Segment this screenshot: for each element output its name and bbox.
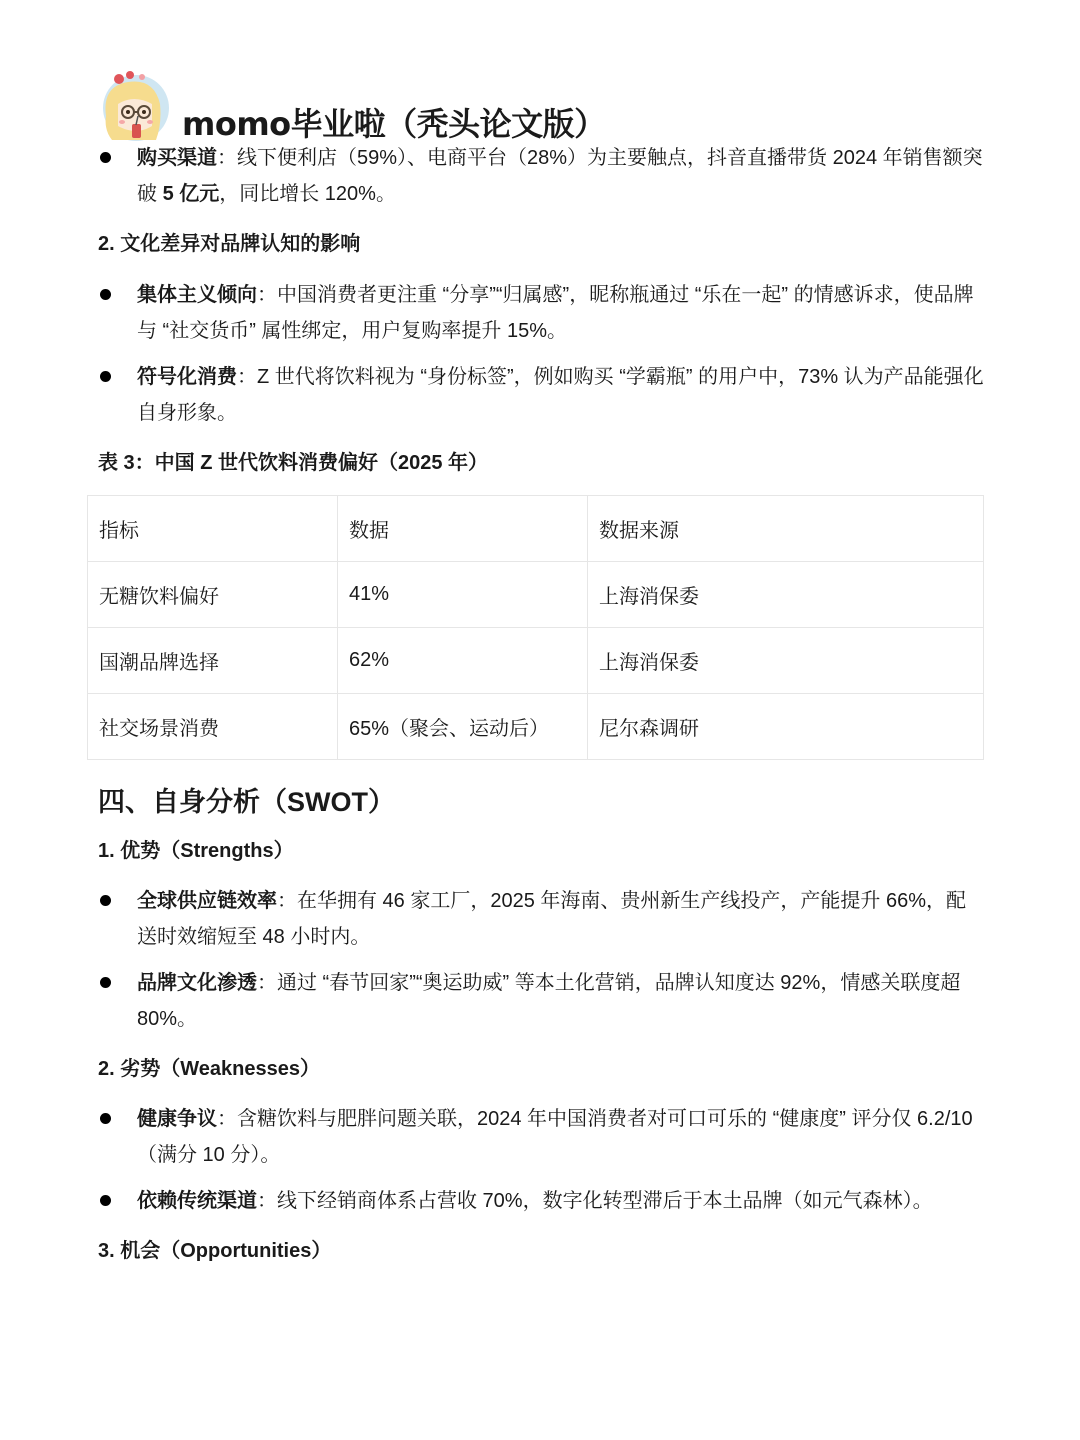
table-cell: 无糖饮料偏好 xyxy=(88,562,338,628)
cartoon-girl-avatar-icon xyxy=(98,68,174,142)
bullet-label: 符号化消费 xyxy=(137,366,237,388)
section-heading-culture: 2. 文化差异对品牌认知的影响 xyxy=(98,233,361,255)
bullet-text: ：在华拥有 46 家工厂，2025 年海南、贵州新生产线投产，产能提升 66%，配送时效缩短至 48 小时内。 xyxy=(137,890,966,948)
table-header-cell: 指标 xyxy=(88,496,338,562)
table-cell: 62% xyxy=(338,628,588,694)
bullet-text: ：含糖饮料与肥胖问题关联，2024 年中国消费者对可口可乐的 “健康度” 评分仅 6.2/10（满分 10 分）。 xyxy=(137,1108,973,1166)
table-cell: 上海消保委 xyxy=(588,628,984,694)
bullet-dot-icon xyxy=(100,371,111,382)
subsection-heading-weaknesses: 2. 劣势（Weaknesses） xyxy=(98,1058,320,1080)
bullet-text: ：通过 “春节回家”“奥运助威” 等本土化营销，品牌认知度达 92%，情感关联度超 80%。 xyxy=(137,972,961,1030)
table-cell: 65%（聚会、运动后） xyxy=(338,694,588,760)
subsection-heading-strengths: 1. 优势（Strengths） xyxy=(98,840,294,862)
bullet-label: 集体主义倾向 xyxy=(137,284,257,306)
table-cell: 尼尔森调研 xyxy=(588,694,984,760)
bullet-dot-icon xyxy=(100,152,111,163)
bullet-dot-icon xyxy=(100,977,111,988)
bullet-text: ，同比增长 120%。 xyxy=(219,183,396,205)
bullet-label: 依赖传统渠道 xyxy=(137,1190,257,1212)
bullet-symbolic-consumption xyxy=(98,359,984,431)
bullet-label: 购买渠道 xyxy=(137,147,217,169)
table-header-cell: 数据 xyxy=(338,496,588,562)
table-row xyxy=(88,628,984,694)
brand-name: momo毕业啦（秃头论文版） xyxy=(182,105,606,143)
table-row xyxy=(88,694,984,760)
bullet-label: 健康争议 xyxy=(137,1108,217,1130)
bullet-label: 品牌文化渗透 xyxy=(137,972,257,994)
bullet-dot-icon xyxy=(100,895,111,906)
bullet-text: ：线下便利店（59%）、电商平台（28%）为主要触点，抖音直播带货 2024 年销售额突破 xyxy=(137,147,983,205)
section-heading-swot: 四、自身分析（SWOT） xyxy=(98,787,395,817)
table-cell: 上海消保委 xyxy=(588,562,984,628)
bullet-text: ：Z 世代将饮料视为 “身份标签”，例如购买 “学霸瓶” 的用户中，73% 认为产品能强化自身形象。 xyxy=(137,366,984,424)
subsection-heading-opportunities: 3. 机会（Opportunities） xyxy=(98,1240,332,1262)
bullet-traditional-channels xyxy=(98,1183,984,1219)
bullet-text: ：线下经销商体系占营收 70%，数字化转型滞后于本土品牌（如元气森林）。 xyxy=(257,1190,933,1212)
bullet-bold-value: 5 亿元 xyxy=(162,183,220,205)
brand-header xyxy=(98,68,606,142)
table-header-row xyxy=(88,496,984,562)
bullet-brand-culture xyxy=(98,965,984,1037)
bullet-dot-icon xyxy=(100,289,111,300)
preference-table xyxy=(87,495,984,760)
table-row xyxy=(88,562,984,628)
bullet-dot-icon xyxy=(100,1195,111,1206)
bullet-text: ：中国消费者更注重 “分享”“归属感”，昵称瓶通过 “乐在一起” 的情感诉求，使品牌与 “社交货币” 属性绑定，用户复购率提升 15%。 xyxy=(137,284,974,342)
table-cell: 社交场景消费 xyxy=(88,694,338,760)
bullet-supply-chain xyxy=(98,883,984,955)
table-cell: 国潮品牌选择 xyxy=(88,628,338,694)
bullet-purchase-channels xyxy=(98,140,984,212)
bullet-health-controversy xyxy=(98,1101,984,1173)
table-header-cell: 数据来源 xyxy=(588,496,984,562)
bullet-collectivism xyxy=(98,277,984,349)
table-cell: 41% xyxy=(338,562,588,628)
document-body xyxy=(98,140,984,1265)
table-caption: 表 3：中国 Z 世代饮料消费偏好（2025 年） xyxy=(98,452,489,474)
bullet-dot-icon xyxy=(100,1113,111,1124)
bullet-label: 全球供应链效率 xyxy=(137,890,277,912)
